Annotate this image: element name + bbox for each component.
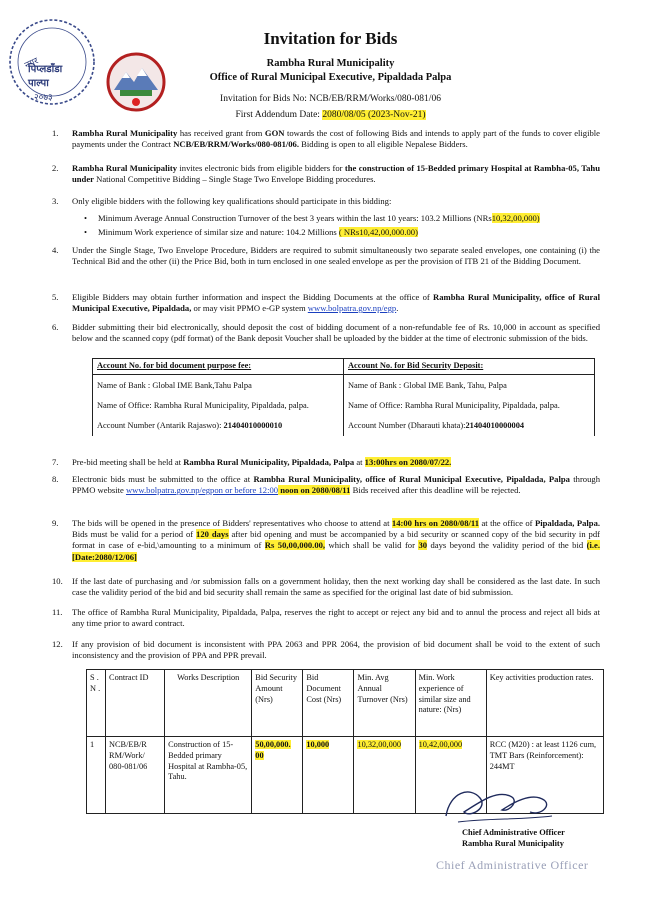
cell-contract-id: NCB/EB/R RM/Work/ 080-081/06 [106,737,165,814]
office-name: Office of Rural Municipal Executive, Pipaldada Palpa [209,72,452,83]
col-description: Works Description [165,670,252,737]
col-experience: Min. Work experience of similar size and nature: (Nrs) [415,670,486,737]
clause-10: 10. If the last date of purchasing and /or submission falls on a government holiday, then the next working day shall be considered as the last date. In such case the validity period of the bid and bid security shall remain the same as specified for the original last date of bid submission. [52,576,600,598]
clause-12: 12. If any provision of bid document is inconsistent with PPA 2063 and PPR 2064, the provision of bid document shall be void to the extent of such inconsistency and the provision of PPA and PPR prevail. [52,639,600,661]
security-bank-name: Name of Bank : Global IME Bank, Tahu, Palpa [348,380,507,390]
municipality-name: Rambha Rural Municipality [266,58,395,69]
account-table [92,358,595,436]
cell-security: 50,00,000. 00 [252,737,303,814]
security-account-number: Account Number (Dharauti khata):21404010000004 [348,420,525,430]
cell-experience: 10,42,00,000 [415,737,486,814]
col-contract-id: Contract ID [106,670,165,737]
clause-4: 4. Under the Single Stage, Two Envelope Procedure, Bidders are required to submit simultaneously two separate sealed envelopes, one containing (i) the Technical Bid and the other (ii) the Price Bid, both in turn enclosed in one sealed envelope as per the provision of ITB 21 of the Bidding Document. [52,245,600,267]
col-doc-cost: Bid Document Cost (Nrs) [303,670,354,737]
signature-image [440,782,560,828]
clause-7: 7. Pre-bid meeting shall be held at Rambha Rural Municipality, Pipaldada, Palpa at 13:00hrs on 2080/07/22. [52,457,452,467]
cell-doc-cost: 10,000 [303,737,354,814]
clause-8: 8. Electronic bids must be submitted to the office at Rambha Rural Municipality, office of Rural Municipal Executive, Pipaldada, Palpa through PPMO website www.bolpatra.gov.np/egpon or before 12:00 noon on 2080/08/11 Bids received after this deadline will be rejected. [52,474,600,496]
clause-9: 9. The bids will be opened in the presence of Bidders' representatives who choose to attend at 14:00 hrs on 2080/08/11 at the office of Pipaldada, Palpa. Bids must be valid for a period of 120 days after bid opening and must be accompanied by a bid security or scanned copy of the bid security in pdf format in case of e-bid,\amounting to a minimum of Rs 50,00,000.00, which shall be valid for 30 days beyond the validity period of the bid (i.e. [Date:2080/12/06] [52,518,601,562]
col-activities: Key activities production rates. [486,670,603,737]
qualification-experience: • Minimum Work experience of similar size and nature: 104.2 Millions ( NRs10,42,00,000.00) [98,227,598,238]
qualification-turnover: • Minimum Average Annual Construction Turnover of the best 3 years within the last 10 years: 103.2 Millions (NRs10,32,00,000) [98,213,598,224]
col-sn: S . N . [87,670,106,737]
cell-activities: RCC (M20) : at least 1126 cum, TMT Bars (Reinforcement): 244MT [486,737,603,814]
cell-turnover: 10,32,00,000 [354,737,415,814]
fee-office-name: Name of Office: Rambha Rural Municipality, Pipaldada, palpa. [97,400,309,410]
svg-text:२०७३: २०७३ [34,92,53,102]
security-account-heading: Account No. for Bid Security Deposit: [344,359,595,375]
fee-account-heading: Account No. for bid document purpose fee: [93,359,344,375]
fee-account-number: Account Number (Antarik Rajaswo): 21404010000010 [97,420,283,430]
signatory-org: Rambha Rural Municipality [462,839,564,848]
clause-11: 11. The office of Rambha Rural Municipality, Pipaldada, Palpa, reserves the right to accept or reject any bid and to annul the process and reject all bids at any time prior to award contract. [52,607,600,629]
col-turnover: Min. Avg Annual Turnover (Nrs) [354,670,415,737]
clause-6: 6. Bidder submitting their bid electronically, should deposit the cost of bidding document of a non-refundable fee of Rs. 10,000 in account as specified below and the scanned copy (pdf format) of the Bank deposit Voucher shall be uploaded by the bidder at the time of electronic submission of the bids. [52,322,600,344]
security-office-name: Name of Office: Rambha Rural Municipality, Pipaldada, palpa. [348,400,560,410]
addendum-date: First Addendum Date: 2080/08/05 (2023-Nov-21) [235,110,426,120]
egp-link[interactable]: www.bolpatra.gov.np/egp [307,303,397,314]
svg-text:पाल्पा: पाल्पा [28,78,49,89]
bid-number: Invitation for Bids No: NCB/EB/RRM/Works/080-081/06 [220,94,441,104]
officer-stamp: Chief Administrative Officer [436,858,589,872]
clause-5: 5. Eligible Bidders may obtain further information and inspect the Bidding Documents at the office of Rambha Rural Municipality, office of Rural Municipal Executive, Pipaldada, or may visit PPMO e-GP system www.bolpatra.gov.np/egp. [52,292,600,314]
fee-bank-name: Name of Bank : Global IME Bank,Tahu Palpa [97,380,252,390]
page-title: Invitation for Bids [263,29,398,48]
svg-text:पिप्लडाँडा: पिप्लडाँडा [28,64,63,75]
clause-1: 1. Rambha Rural Municipality has received grant from GON towards the cost of following Bids and intends to apply part of the funds to cover eligible payments under the Contract NCB/EB/RRM/Works/080-081/06. Bidding is open to all eligible Nepalese Bidders. [52,128,600,150]
col-security: Bid Security Amount (Nrs) [252,670,303,737]
clause-3: 3. Only eligible bidders with the following key qualifications should participate in this bidding: [52,196,392,206]
cell-description: Construction of 15-Bedded primary Hospital at Rambha-05, Tahu. [165,737,252,814]
cell-sn: 1 [87,737,106,814]
bolpatra-link[interactable]: www.bolpatra.gov.np/egpon or before 12:00 [125,485,279,496]
svg-text:नगर: नगर [22,55,40,71]
signatory-title: Chief Administrative Officer [462,828,565,837]
clause-2: 2. Rambha Rural Municipality invites electronic bids from eligible bidders for the construction of 15-Bedded primary Hospital at Rambha-05, Tahu under National Competitive Bidding – Single Stage Two Envelope Bidding procedures. [52,163,600,185]
